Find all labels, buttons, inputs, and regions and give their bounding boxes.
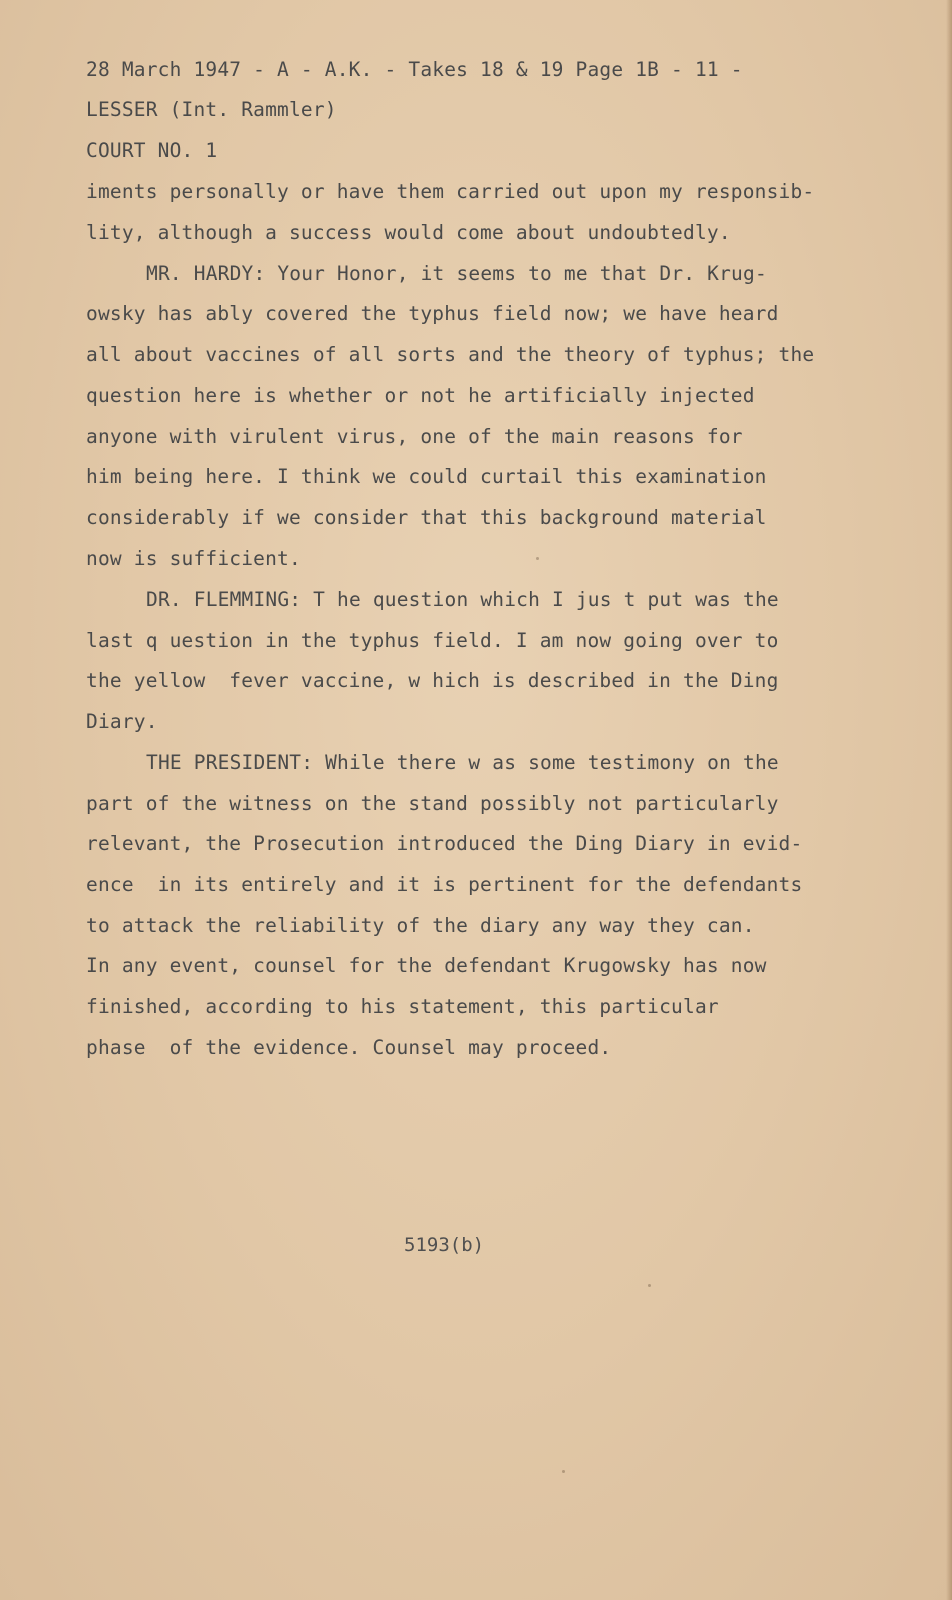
header-line-court: COURT NO. 1 <box>86 139 218 162</box>
header-line-date: 28 March 1947 - A - A.K. - Takes 18 & 19 Page 1B - 11 - <box>86 58 743 81</box>
body-line: THE PRESIDENT: While there w as some testimony on the <box>146 751 779 774</box>
body-line: relevant, the Prosecution introduced the Ding Diary in evid- <box>86 832 803 855</box>
body-line: question here is whether or not he artificially injected <box>86 384 755 407</box>
body-line: owsky has ably covered the typhus field now; we have heard <box>86 302 779 325</box>
body-line: part of the witness on the stand possibly not particularly <box>86 792 779 815</box>
paper-speck <box>562 1470 565 1473</box>
body-line: DR. FLEMMING: T he question which I jus t put was the <box>146 588 779 611</box>
body-line: last q uestion in the typhus field. I am now going over to <box>86 629 779 652</box>
body-line: to attack the reliability of the diary any way they can. <box>86 914 755 937</box>
paper-speck <box>536 557 539 560</box>
body-line: MR. HARDY: Your Honor, it seems to me that Dr. Krug- <box>146 262 767 285</box>
body-line: the yellow fever vaccine, w hich is described in the Ding <box>86 669 779 692</box>
body-line: considerably if we consider that this background material <box>86 506 767 529</box>
page-number: 5193(b) <box>404 1234 485 1256</box>
body-line: phase of the evidence. Counsel may proceed. <box>86 1036 612 1059</box>
body-line: Diary. <box>86 710 158 733</box>
body-line: iments personally or have them carried out upon my responsib- <box>86 180 815 203</box>
body-line: finished, according to his statement, this particular <box>86 995 719 1018</box>
body-line: ence in its entirely and it is pertinent for the defendants <box>86 873 803 896</box>
body-line: all about vaccines of all sorts and the theory of typhus; the <box>86 343 815 366</box>
body-line: now is sufficient. <box>86 547 301 570</box>
paper-speck <box>648 1284 651 1287</box>
body-line: In any event, counsel for the defendant Krugowsky has now <box>86 954 767 977</box>
body-line: lity, although a success would come about undoubtedly. <box>86 221 731 244</box>
page-edge-shadow <box>946 0 952 1600</box>
body-line: anyone with virulent virus, one of the main reasons for <box>86 425 743 448</box>
body-line: him being here. I think we could curtail this examination <box>86 465 767 488</box>
header-line-witness: LESSER (Int. Rammler) <box>86 98 337 121</box>
